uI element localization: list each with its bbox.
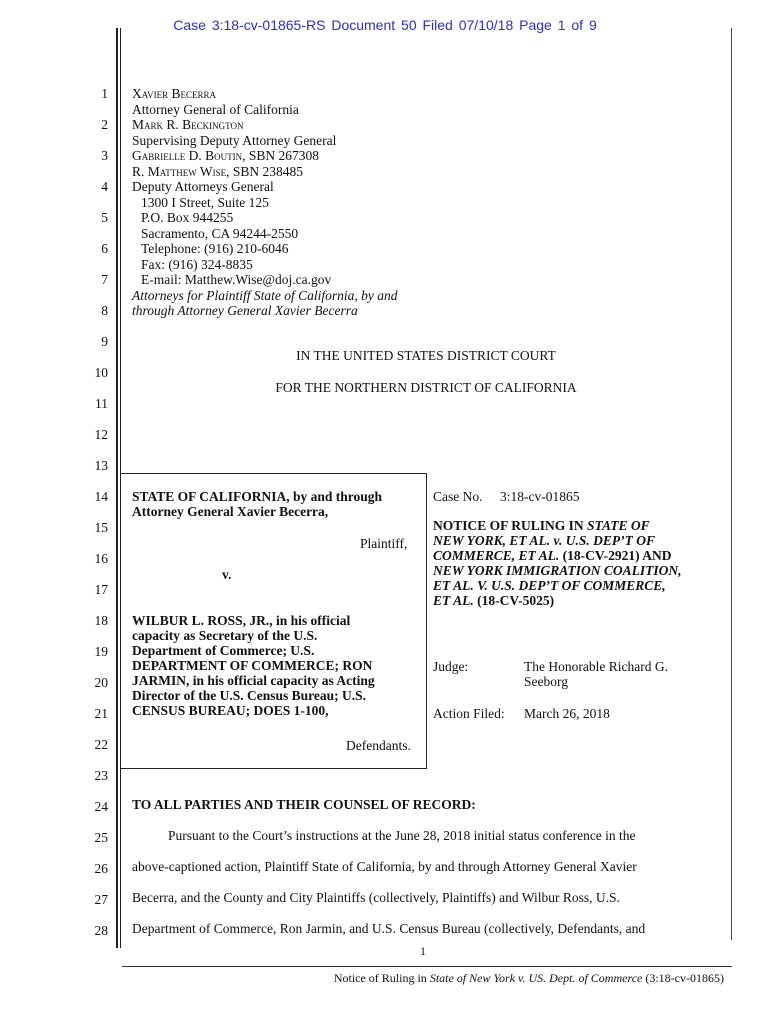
- court-district: FOR THE NORTHERN DISTRICT OF CALIFORNIA: [275, 380, 577, 395]
- defendant-names: [132, 613, 375, 718]
- title-text: NEW YORK IMMIGRATION COALITION,: [433, 563, 682, 578]
- line-number: 15: [94, 520, 108, 535]
- line-number: 20: [94, 675, 108, 690]
- defendant-line: DEPARTMENT OF COMMERCE; RON: [132, 658, 373, 673]
- counsel-title: Attorney General of California: [132, 101, 299, 117]
- title-text: (18-CV-5025): [473, 593, 555, 608]
- counsel-telephone: Telephone: (916) 210-6046: [141, 241, 289, 256]
- line-number: 18: [94, 613, 108, 628]
- defendant-role: Defendants.: [346, 738, 411, 753]
- left-margin-rule: [116, 28, 118, 948]
- line-number: 26: [94, 861, 108, 876]
- counsel-attorney-general: Xavier Becerra: [132, 86, 216, 101]
- line-number: 10: [94, 365, 108, 380]
- title-text: (18-CV-2921) AND: [559, 548, 672, 563]
- title-text: COMMERCE, ET AL.: [433, 548, 560, 563]
- footer-case-number: (3:18-cv-01865): [642, 971, 724, 985]
- counsel-name: Gabrielle D. Boutin, SBN 267308: [132, 148, 320, 163]
- line-number: 12: [94, 427, 108, 442]
- caption-box-bottom: [120, 768, 427, 769]
- judge-name-line: Seeborg: [524, 674, 568, 689]
- line-number: 19: [94, 644, 108, 659]
- counsel-po-box: P.O. Box 944255: [141, 210, 234, 225]
- line-number: 28: [94, 923, 108, 938]
- line-number: 5: [101, 210, 108, 225]
- line-number: 8: [101, 303, 108, 318]
- body-heading: TO ALL PARTIES AND THEIR COUNSEL OF RECORD:: [132, 797, 476, 812]
- action-filed-label: Action Filed:: [433, 706, 505, 721]
- case-number: 3:18-cv-01865: [500, 489, 580, 504]
- judge-name: [524, 659, 668, 689]
- line-number: 17: [94, 582, 108, 597]
- line-number: 14: [94, 489, 108, 504]
- line-number: 3: [101, 148, 108, 163]
- line-number: 2: [101, 117, 108, 132]
- footer-rule: [122, 966, 732, 967]
- counsel-attorneys-for: Attorneys for Plaintiff State of California, by and: [132, 287, 398, 303]
- line-number: 4: [101, 179, 108, 194]
- line-number: 6: [101, 241, 108, 256]
- line-number: 16: [94, 551, 108, 566]
- line-number: 1: [101, 86, 108, 101]
- plaintiff-line: STATE OF CALIFORNIA, by and through: [132, 489, 383, 504]
- counsel-attorneys-for: through Attorney General Xavier Becerra: [132, 303, 358, 318]
- defendant-line: CENSUS BUREAU; DOES 1-100,: [132, 703, 329, 718]
- line-number: 25: [94, 830, 108, 845]
- counsel-city: Sacramento, CA 94244-2550: [141, 225, 299, 241]
- footer-text: Notice of Ruling in: [333, 971, 430, 985]
- title-text: STATE OF: [587, 518, 650, 533]
- page-number: 1: [420, 944, 426, 958]
- title-text: ET AL.: [433, 593, 474, 608]
- defendant-line: Department of Commerce; U.S.: [132, 643, 315, 658]
- court-name: IN THE UNITED STATES DISTRICT COURT: [296, 348, 556, 363]
- counsel-title: Supervising Deputy Attorney General: [132, 132, 337, 148]
- title-text: NOTICE OF RULING IN: [433, 518, 588, 533]
- defendant-line: WILBUR L. ROSS, JR., in his official: [132, 613, 351, 628]
- ecf-header: Case 3:18-cv-01865-RS Document 50 Filed 07/10/18 Page 1 of 9: [173, 17, 597, 33]
- counsel-address: 1300 I Street, Suite 125: [141, 194, 269, 210]
- plaintiff-role: Plaintiff,: [360, 536, 408, 551]
- line-number: 21: [94, 706, 108, 721]
- body-paragraph-line: above-captioned action, Plaintiff State of California, by and through Attorney General Xavier: [132, 859, 637, 874]
- line-number: 22: [94, 737, 108, 752]
- caption-box-right: [426, 473, 427, 769]
- footer: [334, 971, 724, 986]
- counsel-email: E-mail: Matthew.Wise@doj.ca.gov: [141, 272, 332, 287]
- judge-label: Judge:: [433, 659, 469, 674]
- line-number: 11: [95, 396, 108, 411]
- versus: v.: [222, 567, 232, 582]
- defendant-line: Director of the U.S. Census Bureau; U.S.: [132, 688, 367, 703]
- line-number: 9: [101, 334, 108, 349]
- right-margin-rule: [731, 28, 732, 940]
- body-paragraph-line: Becerra, and the County and City Plaintiffs (collectively, Plaintiffs) and Wilbur Ross, U.S.: [132, 890, 620, 905]
- case-number-label: Case No.: [433, 489, 483, 504]
- defendant-line: JARMIN, in his official capacity as Acting: [132, 673, 375, 688]
- left-margin-rule-inner: [120, 28, 121, 948]
- plaintiff-name: [132, 489, 382, 519]
- line-number: 24: [94, 799, 108, 814]
- counsel-title: Deputy Attorneys General: [132, 179, 274, 194]
- counsel-fax: Fax: (916) 324-8835: [141, 256, 253, 272]
- footer-case-title: State of New York v. US. Dept. of Commerce: [429, 971, 643, 985]
- caption-box-top: [120, 473, 427, 474]
- plaintiff-line: Attorney General Xavier Becerra,: [132, 504, 329, 519]
- body-paragraph-line: Department of Commerce, Ron Jarmin, and U.S. Census Bureau (collectively, Defendants, and: [132, 921, 646, 936]
- document-title: [433, 518, 723, 608]
- counsel-block: [132, 86, 398, 319]
- counsel-name: Mark R. Beckington: [132, 117, 244, 132]
- title-text: ET AL. V. U.S. DEP’T OF COMMERCE,: [433, 578, 666, 593]
- body-paragraph-line: Pursuant to the Court’s instructions at the June 28, 2018 initial status conference in the: [168, 828, 636, 843]
- defendant-line: capacity as Secretary of the U.S.: [132, 628, 318, 643]
- title-text: NEW YORK, ET AL. v. U.S. DEP’T OF: [433, 533, 656, 548]
- line-number: 7: [101, 272, 108, 287]
- counsel-name: R. Matthew Wise, SBN 238485: [132, 163, 304, 179]
- line-number: 23: [94, 768, 108, 783]
- line-number: 13: [94, 458, 108, 473]
- action-filed-date: March 26, 2018: [524, 706, 610, 721]
- line-number: 27: [94, 892, 108, 907]
- judge-name-line: The Honorable Richard G.: [524, 659, 668, 674]
